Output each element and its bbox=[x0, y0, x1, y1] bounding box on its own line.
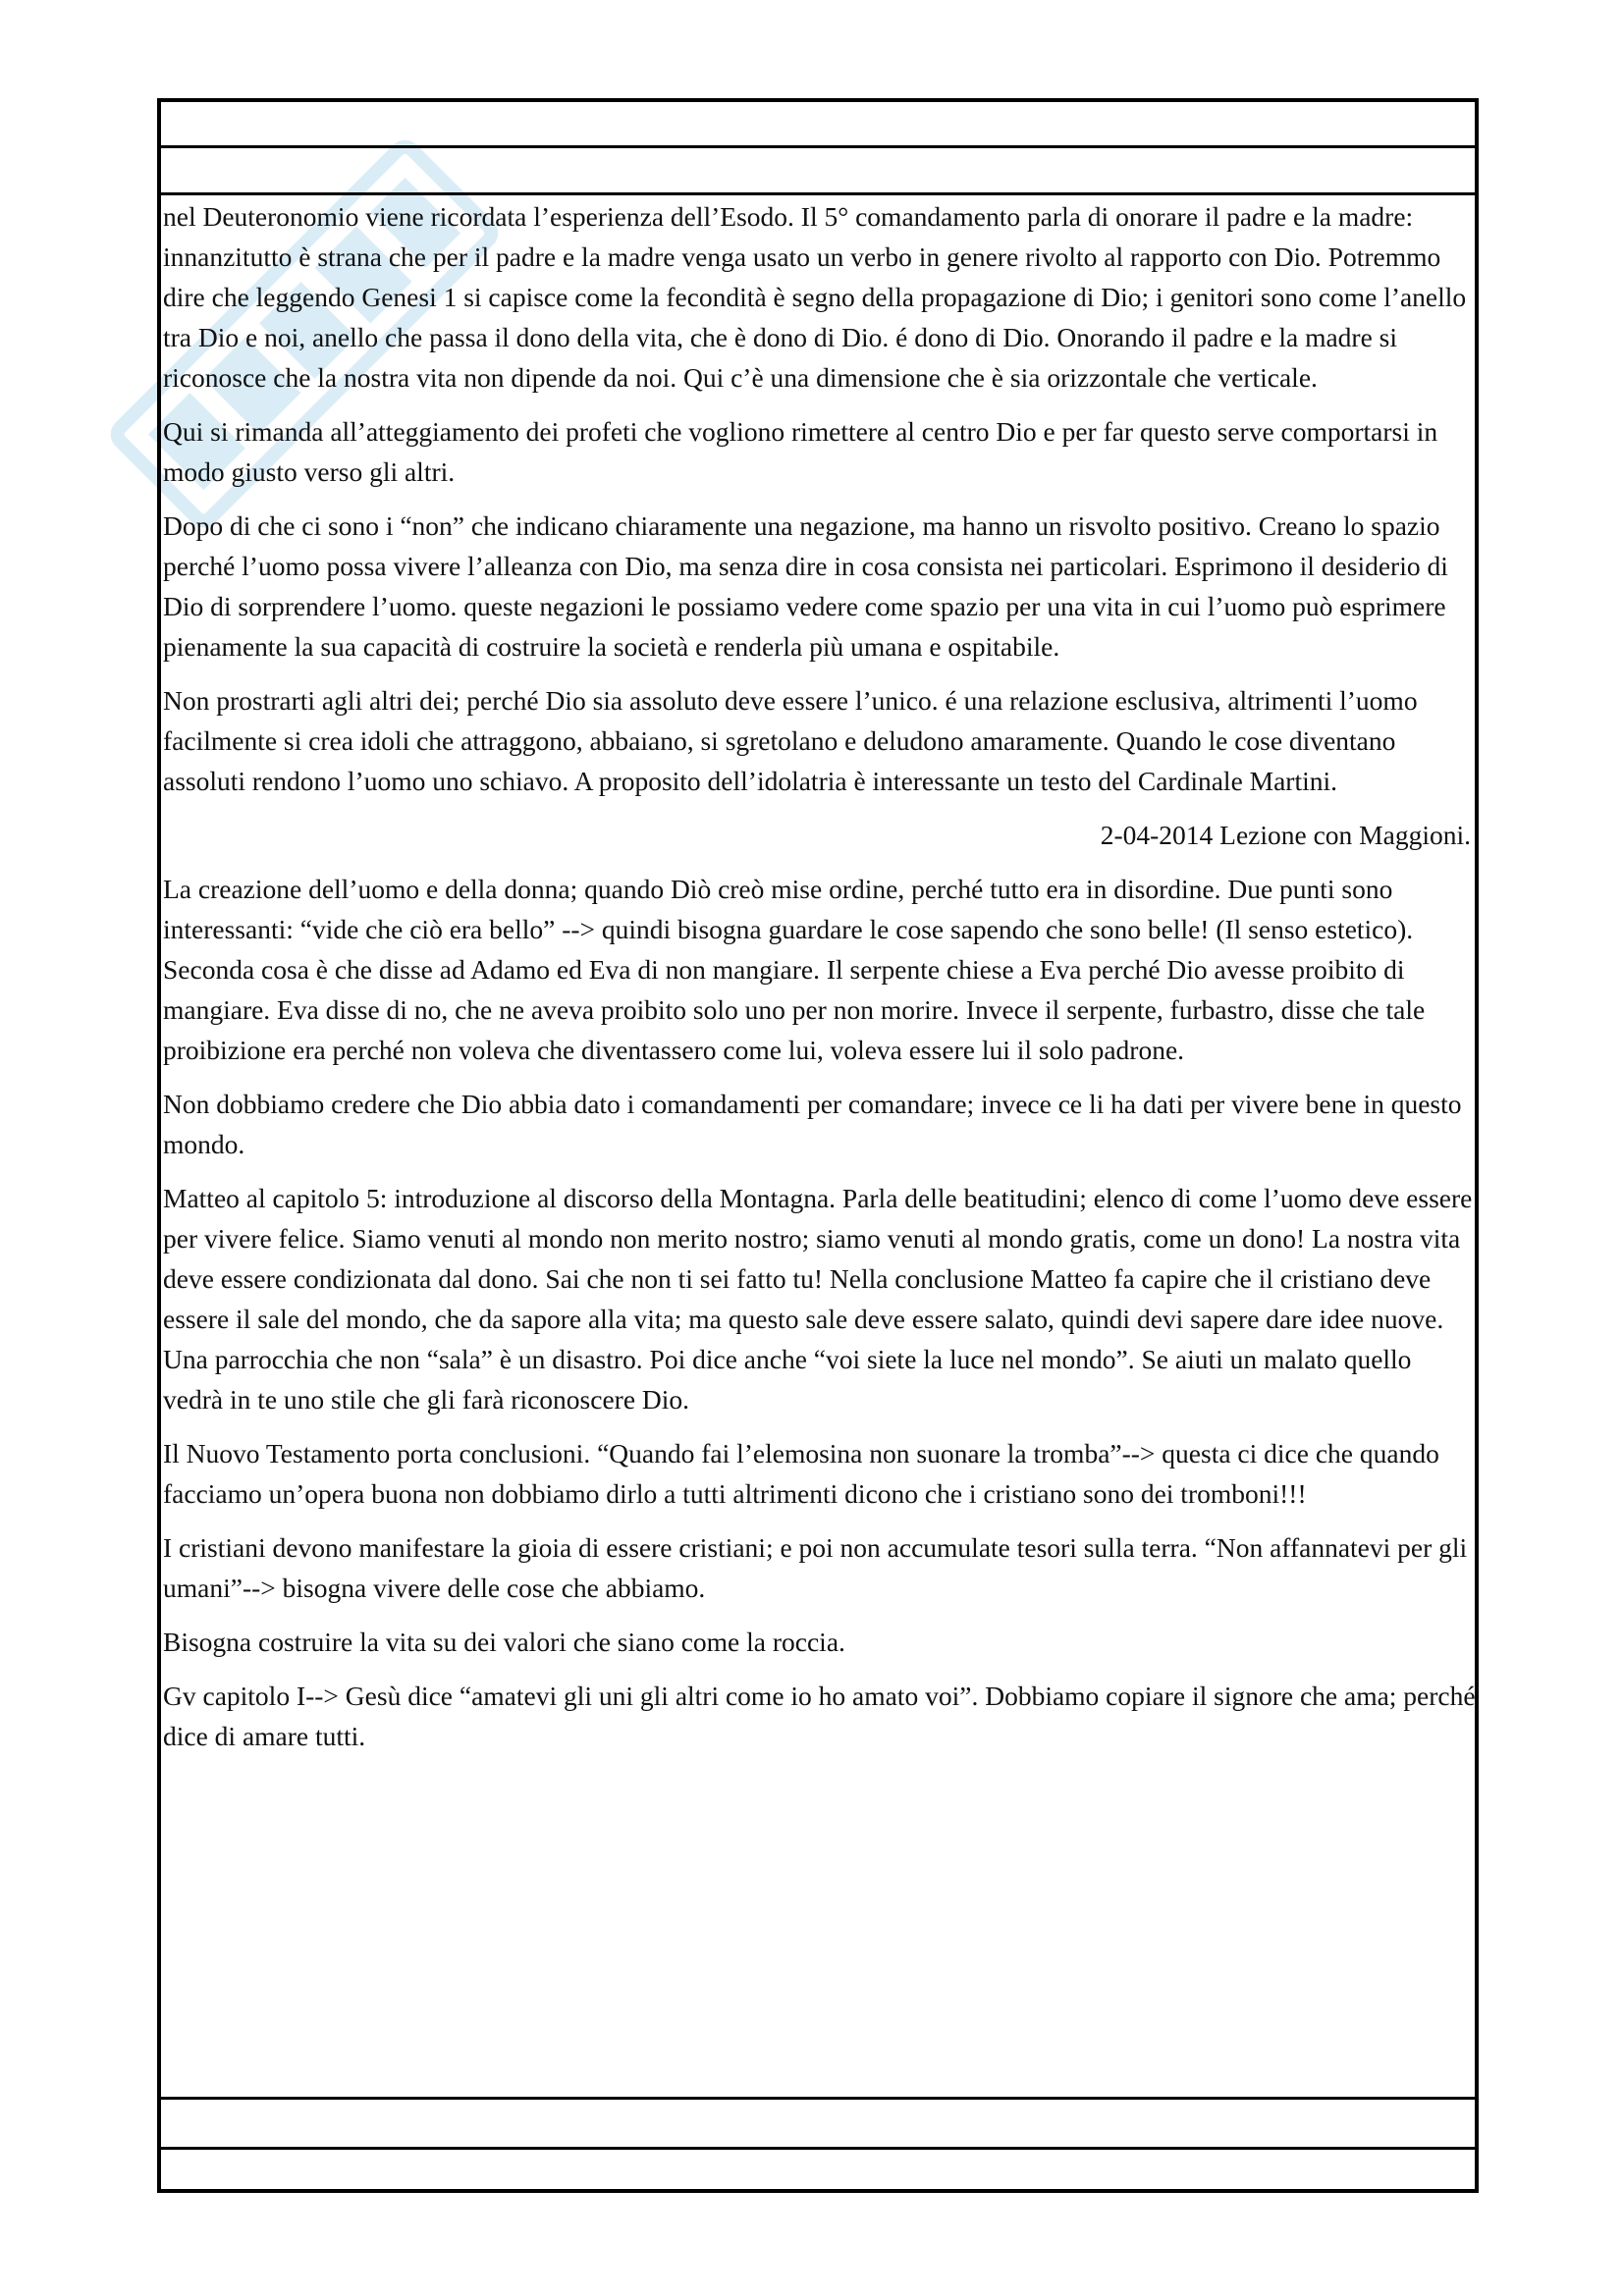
header-band-top bbox=[161, 102, 1475, 148]
paragraph-roccia: Bisogna costruire la vita su dei valori che siano come la roccia. bbox=[163, 1627, 845, 1657]
paragraph-comandamenti: Non dobbiamo credere che Dio abbia dato i comandamenti per comandare; invece ce li ha dati per vivere bene in questo mondo. bbox=[163, 1089, 1462, 1159]
paragraph-matteo: Matteo al capitolo 5: introduzione al discorso della Montagna. Parla delle beatitudini; elenco di come l’uomo deve essere per vivere felice. Siamo venuti al mondo non merito nostro; siamo venuti al mondo gratis, come un dono! La nostra vita deve essere condizionata dal dono. Sai che non ti sei fatto tu! Nella conclusione Matteo fa capire che il cristiano deve essere il sale del mondo, che da sapore alla vita; ma questo sale deve essere salato, quindi devi sapere dare idee nuove. Una parrocchia che non “sala” è un disastro. Poi dice anche “voi siete la luce nel mondo”. Se aiuti un malato quello vedrà in te uno stile che gli farà riconoscere Dio. bbox=[163, 1183, 1473, 1415]
lesson-date-heading: 2-04-2014 Lezione con Maggioni. bbox=[1100, 820, 1471, 850]
page-frame bbox=[157, 98, 1479, 2193]
notes-body bbox=[163, 196, 1477, 1770]
paragraph-giovanni: Gv capitolo I--> Gesù dice “amatevi gli uni gli altri come io ho amato voi”. Dobbiamo copiare il signore che ama; perché dice di amare tutti. bbox=[163, 1681, 1476, 1751]
footer-band bbox=[161, 2097, 1475, 2150]
paragraph-profeti: Qui si rimanda all’atteggiamento dei profeti che vogliono rimettere al centro Dio e per far questo serve comportarsi in modo giusto verso gli altri. bbox=[163, 416, 1438, 487]
paragraph-cristiani: I cristiani devono manifestare la gioia di essere cristiani; e poi non accumulate tesori sulla terra. “Non affannatevi per gli umani”--> bisogna vivere delle cose che abbiamo. bbox=[163, 1532, 1468, 1603]
paragraph-nuovo-testamento: Il Nuovo Testamento porta conclusioni. “Quando fai l’elemosina non suonare la tromba”--> questa ci dice che quando facciamo un’opera buona non dobbiamo dirlo a tutti altrimenti dicono che i cristiano sono dei tromboni!!! bbox=[163, 1438, 1439, 1509]
header-band-second bbox=[161, 145, 1475, 195]
paragraph-negazioni: Dopo di che ci sono i “non” che indicano chiaramente una negazione, ma hanno un risvolto positivo. Creano lo spazio perché l’uomo possa vivere l’alleanza con Dio, ma senza dire in cosa consista nei particolari. Esprimono il desiderio di Dio di sorprendere l’uomo. queste negazioni le possiamo vedere come spazio per una vita in cui l’uomo può esprimere pienamente la sua capacità di costruire la società e renderla più umana e ospitabile. bbox=[163, 510, 1448, 662]
paragraph-deuteronomio: nel Deuteronomio viene ricordata l’esperienza dell’Esodo. Il 5° comandamento parla di onorare il padre e la madre: innanzitutto è strana che per il padre e la madre venga usato un verbo in genere rivolto al rapporto con Dio. Potremmo dire che leggendo Genesi 1 si capisce come la fecondità è segno della propagazione di Dio; i genitori sono come l’anello tra Dio e noi, anello che passa il dono della vita, che è dono di Dio. é dono di Dio. Onorando il padre e la madre si riconosce che la nostra vita non dipende da noi. Qui c’è una dimensione che è sia orizzontale che verticale. bbox=[163, 201, 1467, 393]
paragraph-creazione: La creazione dell’uomo e della donna; quando Diò creò mise ordine, perché tutto era in disordine. Due punti sono interessanti: “vide che ciò era bello” --> quindi bisogna guardare le cose sapendo che sono belle! (Il senso estetico). Seconda cosa è che disse ad Adamo ed Eva di non mangiare. Il serpente chiese a Eva perché Dio avesse proibito di mangiare. Eva disse di no, che ne aveva proibito solo uno per non morire. Invece il serpente, furbastro, disse che tale proibizione era perché non voleva che diventassero come lui, voleva essere lui il solo padrone. bbox=[163, 874, 1426, 1065]
paragraph-idolatria: Non prostrarti agli altri dei; perché Dio sia assoluto deve essere l’unico. é una relazione esclusiva, altrimenti l’uomo facilmente si crea idoli che attraggono, abbaiano, si sgretolano e deludono amaramente. Quando le cose diventano assoluti rendono l’uomo uno schiavo. A proposito dell’idolatria è interessante un testo del Cardinale Martini. bbox=[163, 685, 1418, 796]
